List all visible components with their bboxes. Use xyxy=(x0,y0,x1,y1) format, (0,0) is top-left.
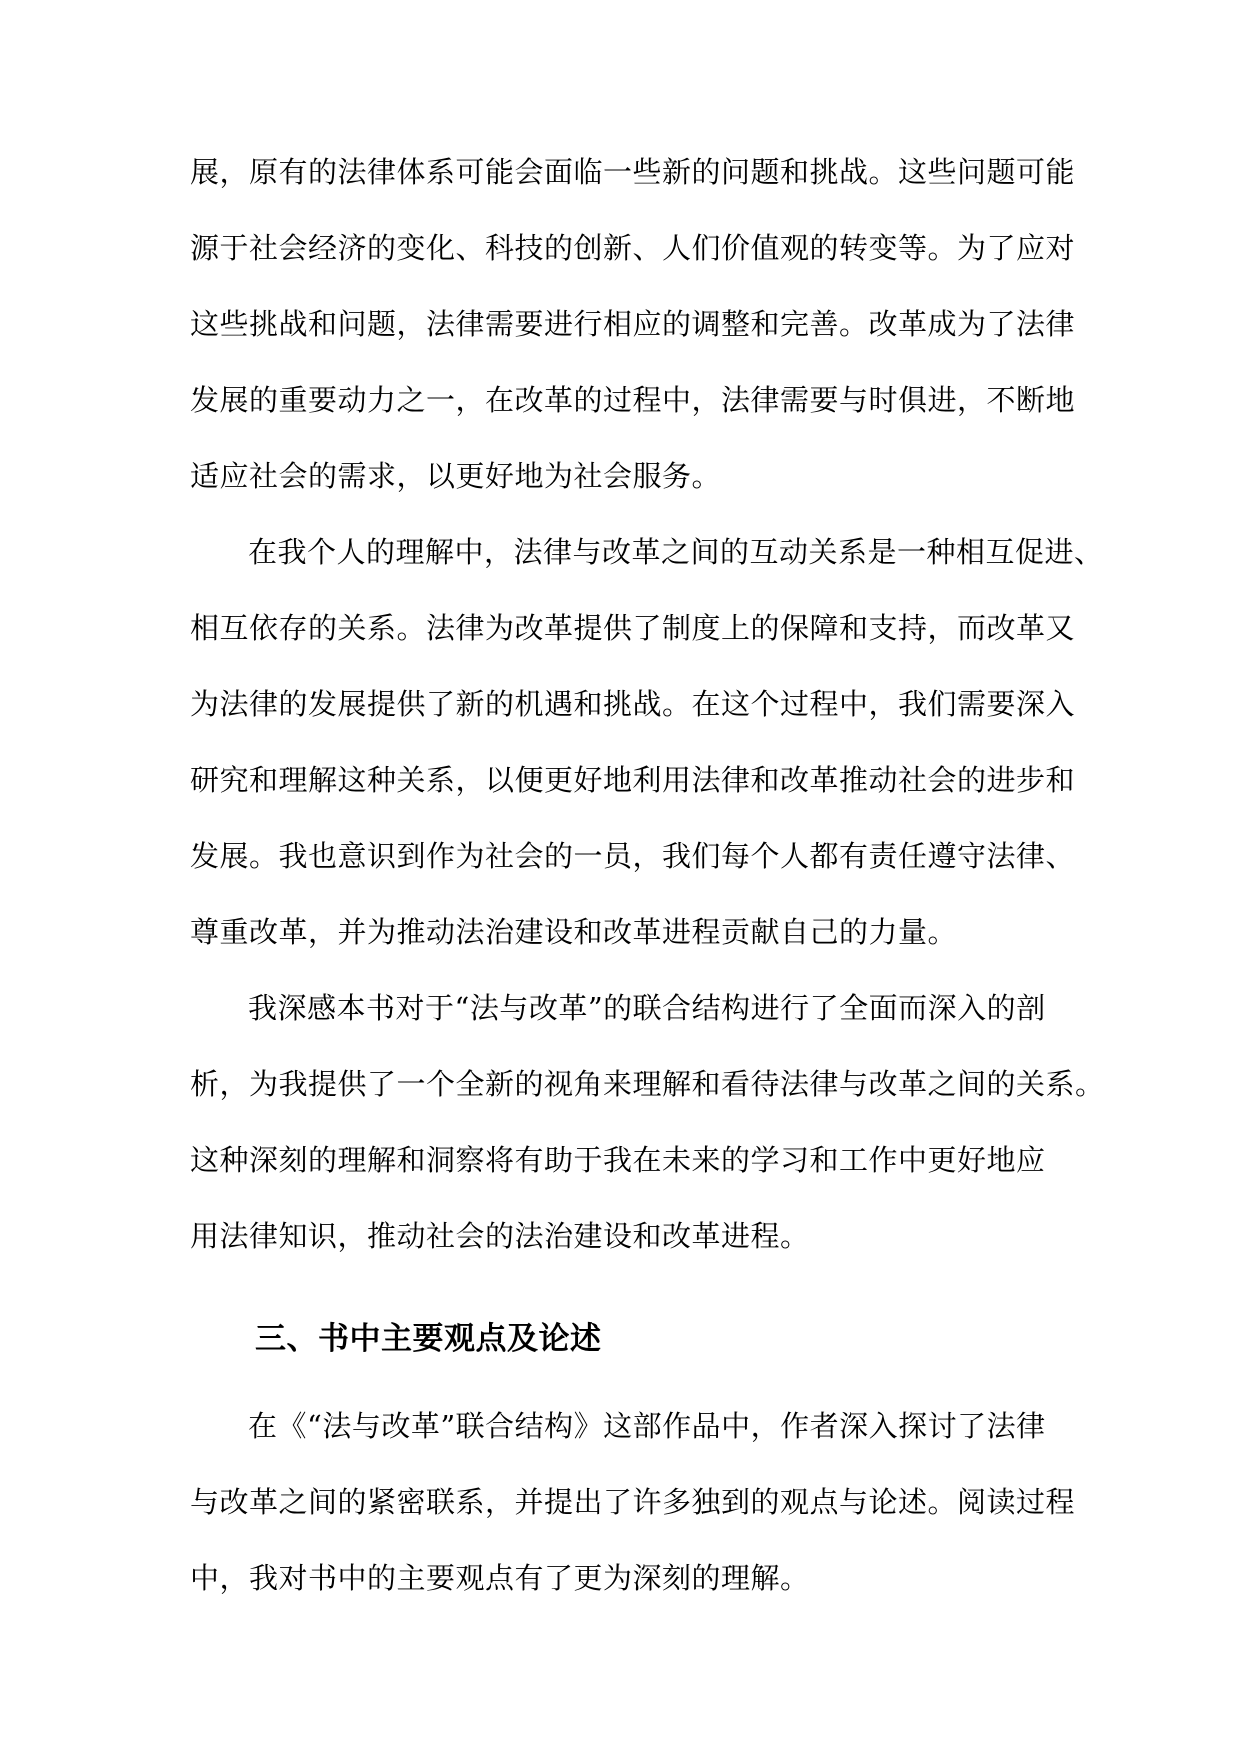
section-heading: 三、书中主要观点及论述 xyxy=(255,1321,602,1357)
text-line: 在《“法与改革”联合结构》这部作品中，作者深入探讨了法律 xyxy=(248,1409,1046,1443)
text-line: 尊重改革，并为推动法治建设和改革进程贡献自己的力量。 xyxy=(190,915,958,949)
text-line: 中，我对书中的主要观点有了更为深刻的理解。 xyxy=(190,1561,810,1595)
text-line: 用法律知识，推动社会的法治建设和改革进程。 xyxy=(190,1219,810,1253)
text-line: 适应社会的需求，以更好地为社会服务。 xyxy=(190,459,722,493)
text-line: 发展。我也意识到作为社会的一员，我们每个人都有责任遵守法律、 xyxy=(190,839,1076,873)
text-line: 展，原有的法律体系可能会面临一些新的问题和挑战。这些问题可能 xyxy=(190,155,1076,189)
text-line: 在我个人的理解中，法律与改革之间的互动关系是一种相互促进、 xyxy=(248,535,1104,569)
text-line: 源于社会经济的变化、科技的创新、人们价值观的转变等。为了应对 xyxy=(190,231,1076,265)
text-line: 发展的重要动力之一，在改革的过程中，法律需要与时俱进，不断地 xyxy=(190,383,1076,417)
text-line: 与改革之间的紧密联系，并提出了许多独到的观点与论述。阅读过程 xyxy=(190,1485,1076,1519)
text-line: 相互依存的关系。法律为改革提供了制度上的保障和支持，而改革又 xyxy=(190,611,1076,645)
text-line: 这些挑战和问题，法律需要进行相应的调整和完善。改革成为了法律 xyxy=(190,307,1076,341)
text-line: 为法律的发展提供了新的机遇和挑战。在这个过程中，我们需要深入 xyxy=(190,687,1076,721)
text-line: 析，为我提供了一个全新的视角来理解和看待法律与改革之间的关系。 xyxy=(190,1067,1105,1101)
text-line: 这种深刻的理解和洞察将有助于我在未来的学习和工作中更好地应 xyxy=(190,1143,1046,1177)
text-line: 研究和理解这种关系，以便更好地利用法律和改革推动社会的进步和 xyxy=(190,763,1076,797)
text-line: 我深感本书对于“法与改革”的联合结构进行了全面而深入的剖 xyxy=(248,991,1046,1025)
